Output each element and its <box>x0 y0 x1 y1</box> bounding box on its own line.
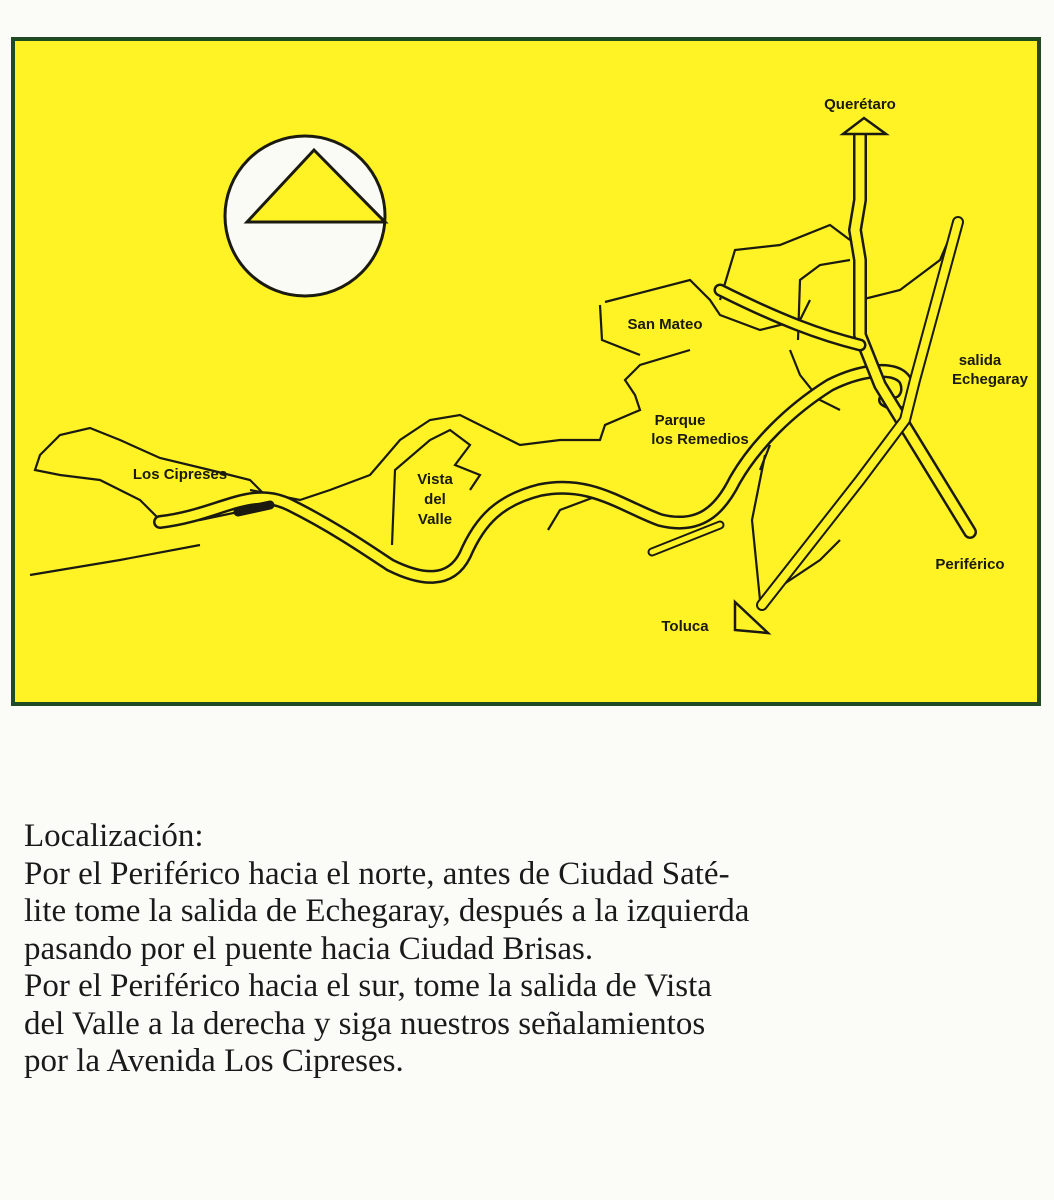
label-san-mateo: San Mateo <box>627 316 703 333</box>
label-toluca: Toluca <box>661 618 709 635</box>
directions-line: pasando por el puente hacia Ciudad Brisas. <box>24 930 594 967</box>
label-los-remedios: los Remedios <box>651 431 749 448</box>
label-parque: Parque <box>654 412 706 429</box>
directions-line: Por el Periférico hacia el sur, tome la salida de Vista <box>24 968 712 1004</box>
directions-line: del Valle a la derecha y siga nuestros señalamientos <box>24 1005 706 1042</box>
label-vista: Vista <box>417 471 453 488</box>
label-del: del <box>424 491 446 508</box>
label-los-cipreses: Los Cipreses <box>132 466 228 483</box>
directions-line: Por el Periférico hacia el norte, antes de Ciudad Saté- <box>24 855 730 892</box>
label-queretaro: Querétaro <box>824 96 896 113</box>
directions-heading: Localización: <box>24 818 204 854</box>
directions-line: por la Avenida Los Cipreses. <box>24 1043 404 1079</box>
logo-icon <box>225 136 385 296</box>
directions-line: lite tome la salida de Echegaray, después a la izquierda <box>24 893 750 929</box>
label-echegaray: Echegaray <box>952 371 1028 388</box>
label-valle: Valle <box>417 511 453 528</box>
directions-text <box>24 818 1034 1081</box>
label-periferico: Periférico <box>935 556 1005 573</box>
label-salida: salida <box>958 352 1002 369</box>
